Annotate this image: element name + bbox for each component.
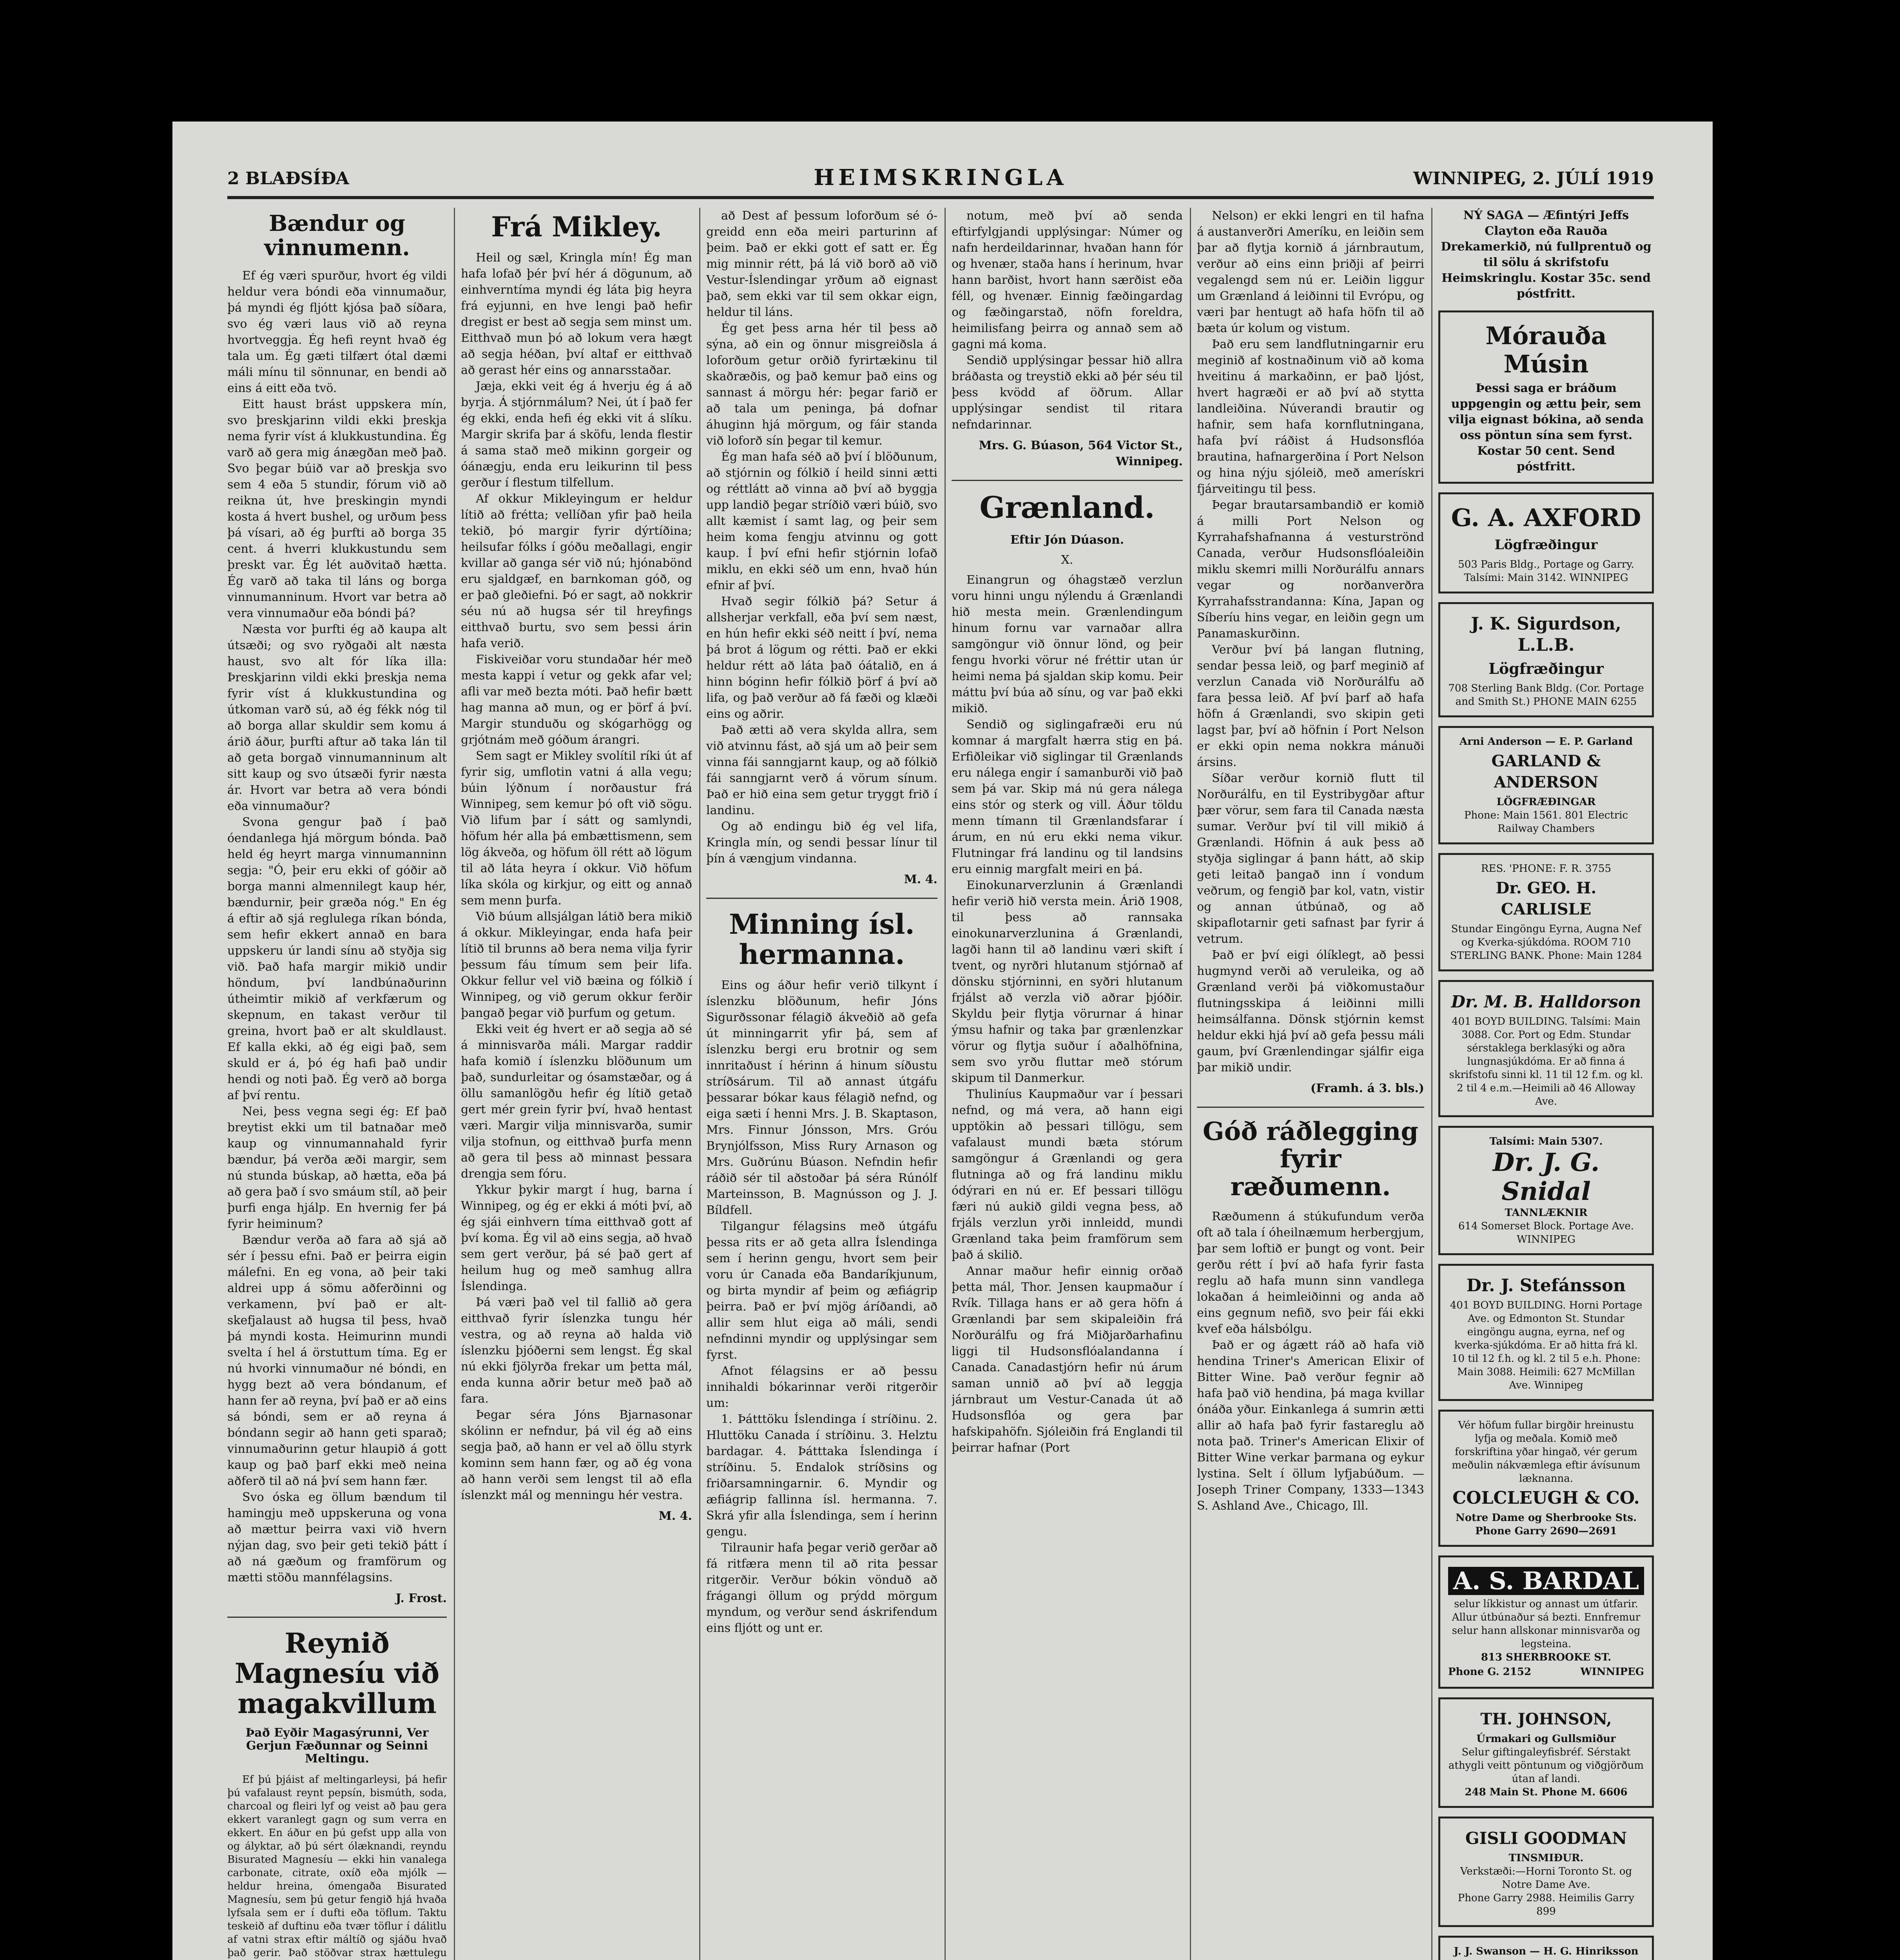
- ad-title: Dr. J. Stefánsson: [1466, 1276, 1626, 1296]
- article-signature: Mrs. G. Búason, 564 Victor St., Winnipeg.: [979, 439, 1183, 468]
- article-paragraph: Bændur verða að fara að sjá að sér í þessu efni. Það er þeirra eigin málefni. En eg vona, að þeir taki aldrei upp á sömu aðferðinni og verkamenn, því það er alt-skefjalaust að hugsa til þess, hvað þá myndi kosta. Heimurinn mundi svelta í hel á örstuttum tíma. Eg er nú hvorki vinnumaður né bóndi, en hygg bezt að vera bóndanum, ef hann fer að reyna, því það er að eins sá bóndi, sem er að reyna á bóndann segir að hann geti sparað; vinnumaðurinn getur hlaupið á gott kaup og það þarf ekki með neina aðferð til að ná því sem hann fær.: [227, 1233, 447, 1488]
- ad-subtitle: Lögfræðingur: [1488, 660, 1604, 677]
- article-paragraph: Eins og áður hefir verið tilkynt í íslenzku blöðunum, hefir Jóns Sigurðssonar félagið ákveðið að gefa út minningarrit yfir þá, sem af íslenzku bergi eru brotnir og sem innritaðust í hérinn á hinum síðustu stríðsárum. Til að annast útgáfu þessarar bókar kaus félagið nefnd, og eiga sæti í henni Mrs. J. B. Skaptason, Mrs. Finnur Jónsson, Mrs. Gróu Brynjólfsson, Miss Rury Arnason og Mrs. Guðrúnu Búason. Nefndin hefir ráðið sér til aðstoðar þá séra Rúnólf Marteinsson, B. Magnússon og J. J. Bíldfell.: [706, 978, 937, 1217]
- ad-body: 401 BOYD BUILDING. Horni Portage Ave. og Edmonton St. Stundar eingöngu augna, eyrna, nef og kverka-sjúkdóma. Er að hitta frá kl. 10 til 12 f.h. og kl. 2 til 5 e.h. Phone: Main 3088. Heimili: 627 McMillan Ave. Winnipeg: [1450, 1299, 1643, 1391]
- ad-axford: [1438, 492, 1654, 593]
- ad-phone: Phone G. 2152: [1448, 1666, 1532, 1678]
- subheadline-magnesia: Það Eyðir Magasýrunni, Ver Gerjun Fæðunnar og Seinni Meltingu.: [245, 1726, 429, 1766]
- separator: [706, 898, 937, 899]
- article-paragraph: Og að endingu bið ég vel lifa, Kringla mín, og sendi þessar línur til þín á vængjum vindanna.: [706, 820, 937, 866]
- masthead: [227, 165, 1654, 192]
- column-2: [461, 208, 692, 1960]
- ad-title: J. K. Sigurdson, L.L.B.: [1471, 614, 1621, 655]
- ad-body: Selur giftingaleyfisbréf. Sérstakt athygli veitt pöntunum og viðgjörðum útan af landi.: [1448, 1746, 1644, 1785]
- ad-title: COLCLEUGH & CO.: [1452, 1488, 1640, 1508]
- column-rule: [699, 208, 700, 1960]
- article-paragraph: Verður því þá langan flutning, sendar þessa leið, og þarf meginið af verzlun Canada við Norðurálfu að fara þessa leið. Af því þarf að hafa höfn á Grænlandi, svo skipin geti lagst þar, því að höfnin í Port Nelson er ekki opin nema nokkra mánuði ársins.: [1197, 643, 1424, 769]
- masthead-rule: [227, 196, 1654, 199]
- ad-title: TH. JOHNSON,: [1480, 1710, 1612, 1728]
- article-paragraph: Ég man hafa séð að því í blöðunum, að stjórnin og fólkið í heild sinni ætti og réttlátt að vinna að því að byggja upp landið þegar stríðið væri búið, svo allt kæmist í samt lag, og þeir sem heim koma fengju atvinnu og gott kaup. Í því efni hefir stjórnin lofað miklu, en ekki séð um enn, hvað hún efnir af því.: [706, 450, 937, 592]
- ad-subtitle: TANNLÆKNIR: [1505, 1207, 1588, 1219]
- ad-title: A. S. BARDAL: [1448, 1567, 1644, 1595]
- ad-halldorson: [1438, 980, 1654, 1117]
- newspaper-page: [172, 122, 1713, 1960]
- article-paragraph: Svo óska eg öllum bændum til hamingju með uppskeruna og vona að mættur þeirra vaxi við hvern nýjan dag, svo þeir geti tekið þátt í að ná gæðum og framförum og mætti stöðu mannfélagsins.: [227, 1490, 447, 1585]
- ad-names: J. J. Swanson — H. G. Hinriksson: [1454, 1945, 1639, 1957]
- ad-body: selur líkkistur og annast um útfarir. Allur útbúnaður sá bezti. Ennfremur selur hann allskonar minnisvarða og legsteina.: [1452, 1598, 1641, 1650]
- article-paragraph: Einangrun og óhagstæð verzlun voru hinni ungu nýlendu á Grænlandi hið mesta mein. Grænlendingum hinum fornu var varnaðar allra samgöngur við önnur lönd, og þeir fengu hvorki vörur né fréttir utan úr heimi nema þá sjaldan skip komu. Þeir máttu því búa að sínu, og var það ekki mikið.: [952, 573, 1183, 715]
- column-rule: [1431, 208, 1432, 1960]
- article-paragraph: Afnot félagsins er að þessu innihaldi bókarinnar verði ritgerðir um:: [706, 1364, 937, 1410]
- article-paragraph: notum, með því að senda eftirfylgjandi upplýsingar: Númer og nafn herdeildarinnar, hvaðan hann fór og hvenær, staða hans í herinum, hvar hann barðist, hvort hann særðist eða féll, og hvenær. Einnig fæðingardag og fæðingarstað, nöfn foreldra, heimilisfang þeirra og annað sem að gagni má koma.: [952, 209, 1183, 351]
- article-paragraph: Thuliníus Kaupmaður var í þessari nefnd, og má vera, að hann eigi upptökin að þessari tillögu, sem vafalaust mundi bæta stórum samgöngur á Grænlandi og gera flutninga að og frá landinu miklu ódýrari en nú er. Ef þessari tillögu færi nú aukið gildi vegna þess, að frjáls verzlun yrði innleidd, mundi Grænland taka þeim framförum sem það á skilið.: [952, 1087, 1183, 1262]
- column-4: [952, 208, 1183, 1960]
- separator: [952, 480, 1183, 481]
- article-paragraph: Heil og sæl, Kringla mín! Ég man hafa lofað þér því hér á dögunum, að einhverntíma myndi ég láta þig heyra frá eyjunni, en hve lengi það hefir dregist er best að segja sem minst um. Eitthvað mun þó að lokum vera hægt að segja héðan, því altaf er eitthvað að gerast hér eins og annarsstaðar.: [461, 251, 692, 377]
- article-paragraph: Við búum allsjálgan látið bera mikið á okkur. Mikleyingar, enda hafa þeir lítið til brunns að bera nema vilja fyrir þessum fáu tímum sem þeir lifa. Okkur fellur vel við bæina og fólkið í Winnipeg, og við gerum okkur ferðir þangað þegar við þurfum og getum.: [461, 910, 692, 1020]
- article-paragraph: Nei, þess vegna segi ég: Ef það breytist ekki um til batnaðar með kaup og vinnumannahald fyrir bændur, þá verða æði margir, sem nú stunda búskap, að hætta, eða þá að gera það í svo smáum stíl, að þeir þurfi enga hjálp. En hvernig fer þá fyrir heiminum?: [227, 1105, 447, 1231]
- article-paragraph: Ekki veit ég hvert er að segja að sé á minnisvarða máli. Margar raddir hafa komið í íslenzku blöðunum um það, sundurleitar og ósamstæðar, og á öllu samanlögðu hefir ég lítið getað gert mér grein fyrir því, hvað hentast væri. Margir vilja minnisvarða, sumir vilja stofnun, og eitthvað þurfa menn að gera til þess að minnast þessara drengja sem fóru.: [461, 1022, 692, 1181]
- article-paragraph: Það eru sem landflutningarnir eru meginið af kostnaðinum við að koma hveitinu á markaðinn, er það ljóst, hvert hagræði er að því að stytta landleiðina. Núverandi brautir og hafnir, sem hafa kornflutningana, hafa því ráðist á Hudsonsflóa brautina, hafnargerðina í Port Nelson og hina nýju sjóleið, með amerískri fjárveitingu til þess.: [1197, 338, 1424, 496]
- headline-magnesia: Reynið Magnesíu við magakvillum: [234, 1627, 440, 1720]
- ad-body: Stundar Eingöngu Eyrna, Augna Nef og Kverka-sjúkdóma. ROOM 710 STERLING BANK. Phone: Main 1284: [1450, 923, 1643, 962]
- ad-names: Arni Anderson — E. P. Garland: [1459, 736, 1633, 748]
- article-paragraph: Sem sagt er Mikley svolítil ríki út af fyrir sig, umflotin vatni á alla vegu; búin lýðnum í norðaustur frá Winnipeg, sem kemur þó oft við sögu. Við lifum þar í sátt og samlyndi, höfum hér alla þá embættismenn, sem lög ákveða, og höfum öll rétt að lögum til að láta heyra í okkur. Við höfum líka skóla og kirkjur, og eitt og annað sem menn þurfa.: [461, 749, 692, 907]
- article-paragraph: Sendið upplýsingar þessar hið allra bráðasta og treystið ekki að þér séu til þess kvödd af öðrum. Allar upplýsingar sendist til ritara nefndarinnar.: [952, 354, 1183, 432]
- article-paragraph: Fiskiveiðar voru stundaðar hér með mesta kappi í vetur og gekk afar vel; afli var með bezta móti. Það hefir bætt hag manna að mun, og er þörf á því. Margir stunduðu og skógarhögg og grjótnám með góðum árangri.: [461, 653, 692, 747]
- column-rule: [454, 208, 455, 1960]
- article-paragraph: Þegar séra Jóns Bjarnasonar skólinn er nefndur, þá vil ég að eins segja það, að hann er vel að öllu styrk kominn sem hann fær, og að ég vona að hann verði sem lengst til að efla íslenzkt mál og menningu hér vestra.: [461, 1408, 692, 1502]
- ad-footer: Notre Dame og Sherbrooke Sts. Phone Garry 2690—2691: [1455, 1512, 1637, 1537]
- article-paragraph: Svona gengur það í það óendanlega hjá mörgum bónda. Það held ég heyrt marga vinnumanninn segja: "Ó, þeir eru ekki of góðir að borga manni almennilegt kaup hér, bændurnir, þeir græða nóg." En ég á eftir að sjá reglulega ríkan bónda, sem hefir ekkert annað en bara uppskeru úr landi sínu að styðja sig við. Það hafa margir mikið undir höndum, því landbúnaðurinn útheimtir mikið af verkfærum og skepnum, en takast verður til greina, hvort það er alt skuldlaust. Ef kalla ekki, að ég eigi það, sem skuld er á, þó ég hafi það undir hendi og noti það. Ég verð að borga af því rentu.: [227, 815, 447, 1103]
- column-5: [1197, 208, 1424, 1960]
- article-paragraph: Það ætti að vera skylda allra, sem við atvinnu fást, að sjá um að þeir sem vinna fái sanngjarnt kaup, og að fólkið fái sanngjarnt verð á vörum sínum. Það er hið eina sem getur tryggt frið í landinu.: [706, 723, 937, 817]
- ad-footer: Phone Garry 2988. Heimilis Garry 899: [1458, 1892, 1635, 1917]
- ad-goodman: [1438, 1817, 1654, 1927]
- article-paragraph: Af okkur Mikleyingum er heldur lítið að frétta; vellíðan yfir það heila tekið, þó margir fyrir dýrtíðina; heilsufar fólks í góðu meðallagi, engir kvillar að ganga sér við nú; hjónabönd eru sjaldgæf, en barnkoman góð, og er það gleðiefni. Þó er sagt, að nokkrir séu nú að hugsa sér til hreyfings eitthvað burtu, svo sem þessi árin hafa verið.: [461, 492, 692, 650]
- ad-snidal: [1438, 1126, 1654, 1255]
- article-paragraph: Ég get þess arna hér til þess að sýna, að ein og önnur misgreiðsla á loforðum getur orðið fyrirtækinu til skaðræðis, og það kemur það eins og sannast á mörgu hér: þegar farið er að tala um peninga, þá dofnar áhuginn hjá mörgum, og fáir standa við loforð sín þegar til kemur.: [706, 321, 937, 448]
- ad-moraud-musin: [1438, 310, 1654, 484]
- ad-footer: 248 Main St. Phone M. 6606: [1465, 1786, 1628, 1798]
- separator: [1197, 1107, 1424, 1108]
- article-signature: M. 4.: [658, 1509, 692, 1523]
- ad-text-magnesia: Ef þú þjáist af meltingarleysi, þá hefir þú vafalaust reynt pepsín, bismúth, soda, charcoal og fleiri lyf og veist að þau gera ekkert varanlegt gagn og sum verra en ekkert. En áður en þú gefst upp alla von og ályktar, að þú sért ólæknandi, reyndu Bisurated Magnesíu — ekki hin vanalega carbonate, citrate, oxíð eða mjólk — heldur hreina, ómengaða Bisurated Magnesíu, sem þú getur fengið hjá hvaða lyfsala sem er í dufti eða töflum. Taktu teskeið af duftinu eða tvær töflur í dálitlu af vatni strax eftir máltíð og sjáðu hvað það gerir. Það stöðvar strax hættulegu: [227, 1774, 447, 1959]
- article-paragraph: Næsta vor þurfti ég að kaupa alt útsæði; og svo ryðgaði alt næsta haust, svo alt fór líka illa: Þreskjarinn vildi ekki þreskja nema fyrir víst á klukkustundina og útkoman varð sú, að ég fékk nóg til að borga allar skuldir sem komu á árið áður, þurfti aftur að taka lán til að geta borgað vinnumanninum alt sitt kaup og svo útsæði fyrir næsta ár. Hvort var betra að vera bóndi eða vinnumaður?: [227, 622, 447, 813]
- column-1: [227, 208, 447, 1960]
- headline-baendur: Bændur og vinnumenn.: [264, 211, 410, 261]
- ad-title: Dr. GEO. H. CARLISLE: [1496, 879, 1597, 918]
- article-paragraph: Síðar verður kornið flutt til Norðurálfu, en til Eystribygðar aftur þær vörur, sem fara til Canada næsta sumar. Verður því til vill mikið á Grænlandi. Höfnin á auk þess að styðja siglingar á þann hátt, að skip geti leitað þangað inn í vondum veðrum, og fengið þar kol, vatn, vistir og annan útbúnað, og að skipaflotarnir geti safnast þar fyrir á vetrum.: [1197, 771, 1424, 946]
- ad-city: WINNIPEG: [1580, 1666, 1644, 1678]
- article-signature: (Framh. á 3. bls.): [1310, 1082, 1424, 1095]
- article-paragraph: Sendið og siglingafræði eru nú komnar á margfalt hærra stig en þá. Erfiðleikar við siglingar til Grænlands eru nálega engir í samanburði við það sem þá var. Skip má nú gera nálega eins stór og sterk og vill. Áður töldu menn tímann til Grænlandsfarar í árum, en nú eru ekki nema vikur. Flutningar frá landinu og til landsins eru einnig margfalt meiri en þá.: [952, 717, 1183, 876]
- ad-footer: [1448, 1664, 1644, 1680]
- article-paragraph: Tilraunir hafa þegar verið gerðar að fá ritfæra menn til að rita þessar ritgerðir. Verður bókin vönduð að frágangi öllum og prýdd mörgum myndum, og verður send áskrifendum eins fljótt og unt er.: [706, 1541, 937, 1635]
- article-paragraph: Tilgangur félagsins með útgáfu þessa rits er að geta allra Íslendinga sem í herinn gengu, hvort sem þeir voru úr Canada eða Bandaríkjunum, og birta myndir af þeim og æfiágrip þeirra. Það er því mjög áríðandi, að allir sem hlut eiga að máli, sendi nefndinni myndir og upplýsingar sem fyrst.: [706, 1220, 937, 1362]
- topic-list: 1. Þátttöku Íslendinga í stríðinu. 2. Hluttöku Canada í stríðinu. 3. Helztu bardagar. 4. Þátttaka Íslendinga í stríðinu. 5. Endalok stríðsins og friðarsamningarnir. 6. Myndir og æfiágrip fallinna ísl. hermanna. 7. Skrá yfir alla Íslendinga, sem í herinn gengu.: [706, 1412, 937, 1539]
- article-paragraph: Það er því eigi ólíklegt, að þessi hugmynd verði að veruleika, og að Grænland verði þá viðkomustaður flutningsskipa á leiðinni milli heimsálfanna. Dönsk stjórnin kemst heldur ekki hjá því að gefa þessu máli gaum, því Grænlendingar sjálfir eiga þar mikið undir.: [1197, 948, 1424, 1074]
- ad-body: 401 BOYD BUILDING. Talsími: Main 3088. Cor. Port og Edm. Stundar sérstaklega berklasýki og aðra lungnasjúkdóma. Er að finna á skrifstofu sinni kl. 11 til 12 f.m. og kl. 2 til 4 e.m.—Heimili að 46 Alloway Ave.: [1449, 1016, 1643, 1107]
- article-paragraph: Einokunarverzlunin á Grænlandi hefir verið hið versta mein. Árið 1908, til þess að rannsaka einokunarverzlunina á Grænlandi, lagði hann til að landinu væri skift í tvent, og nyrðri hlutanum stjórnað af dönsku stjórninni, en syðri hlutanum frjálst að verzla við aðrar þjóðir. Skyldu þeir flytja vörurnar á hinar ýmsu hafnir og taka þar grænlenzkar vörur og flytja suður í aðalhöfnina, sem svo yrðu fluttar með stórum skipum til Danmerkur.: [952, 878, 1183, 1085]
- article-paragraph: Eitt haust brást uppskera mín, svo þreskjarinn vildi ekki þreskja nema fyrir víst á klukkustundina. Ég varð að gera mig ánægðan með það. Svo þegar búið var að þreskja svo sem 4 eða 5 stundir, fórum við að reikna út, hve þreskingin myndi kosta á hvert bushel, og urðum þess þá vísari, að ég þurfti að borga 35 cent. á hverri klukkustundu sem þreskt var. Ég lét auðvitað hætta. Ég varð að taka til láns og borga vinnumanninum. Hvort var betra að vera vinnumaður eða bóndi þá?: [227, 397, 447, 621]
- article-paragraph: Þá væri það vel til fallið að gera eitthvað fyrir íslenzka tungu hér vestra, og að reyna að halda við íslenzku þjóðerni sem lengst. Ég skal nú ekki fjölyrða frekar um þetta mál, enda kunna aðrir betur með það að fara.: [461, 1296, 692, 1406]
- headline-radlegging: Góð ráðlegging fyrir ræðumenn.: [1202, 1117, 1419, 1201]
- ad-phone: RES. 'PHONE: F. R. 3755: [1481, 863, 1612, 875]
- article-paragraph: Hvað segir fólkið þá? Setur á allsherjar verkfall, eða því sem næst, en hún hefir ekki séð neitt í því, nema þá brot á lögum og rétti. Það er ekki heldur rétt að láta það óátalið, en á hinn bóginn hefir fólkið þörf á því að lifa, og það verður að fá fæði og klæði eins og aðrir.: [706, 595, 937, 721]
- ad-stefansson: [1438, 1264, 1654, 1401]
- article-paragraph: Þegar brautarsambandið er komið á milli Port Nelson og Kyrrahafshafnanna á vesturströnd Canada, verður Hudsonsflóaleiðin miklu skemri milli Norðurálfu annars vegar og norðanverðra Kyrrahafsstrandanna: Kína, Japan og Síberíu hins vegar, en leiðin gegn um Panamaskurðinn.: [1197, 498, 1424, 641]
- article-signature: M. 4.: [904, 873, 937, 886]
- ad-title: G. A. AXFORD: [1451, 503, 1641, 532]
- article-paragraph: Nelson) er ekki lengri en til hafna á austanverðri Ameríku, en leiðin sem þar að flytja kornið á járnbrautum, verður að eins einn þriðji af þeirri vegalengd sem nú er. Leiðin liggur um Grænland á leiðinni til Evrópu, og væri þar hentugt að hafa höfn til að bæta úr kolum og vistum.: [1197, 209, 1424, 335]
- ad-body: Þessi saga er bráðum uppgengin og ættu þeir, sem vilja eignast bókina, að senda oss pöntun sína sem fyrst. Kostar 50 cent. Send póstfritt.: [1448, 381, 1644, 474]
- article-paragraph: Það er og ágætt ráð að hafa við hendina Triner's American Elixir of Bitter Wine. Það verður fegnir að hafa það við hendina, þá maga kvillar ónáða yður. Einkanlega á sumrin ætti allir að hafa það fyrir fastareglu að nota það. Triner's American Elixir of Bitter Wine verkar þarmana og eykur lystina. Selt í öllum lyfjabúðum. — Joseph Triner Company, 1333—1343 S. Ashland Ave., Chicago, Ill.: [1197, 1338, 1424, 1513]
- ad-bardal: [1438, 1555, 1654, 1689]
- saga-notice: NÝ SAGA — Æfintýri Jeffs Clayton eða Rauða Drekamerkið, nú fullprentuð og til sölu á skrifstofu Heimskringlu. Kostar 35c. send póstfritt.: [1441, 209, 1652, 301]
- ad-colcleugh: [1438, 1410, 1654, 1547]
- ad-title: GISLI GOODMAN: [1465, 1829, 1627, 1848]
- ad-phone: Talsími: Main 5307.: [1489, 1136, 1603, 1147]
- article-paragraph: Ræðumenn á stúkufundum verða oft að tala í óheilnæmum herbergjum, þar sem loftið er þungt og vont. Þeir gerðu rétt í því að hafa fyrir fasta reglu að hafa munn sinn vandlega lokaðan á heimleiðinni og anda að eins gegnum nefið, svo þeir fái ekki kvef eða hálsbólgu.: [1197, 1210, 1424, 1336]
- ad-subtitle: Lögfræðingur: [1494, 537, 1598, 553]
- ad-subtitle: Úrmakari og Gullsmiður: [1476, 1733, 1616, 1745]
- ad-title: GARLAND & ANDERSON: [1491, 752, 1601, 791]
- headline-mikley: Frá Mikley.: [491, 211, 662, 243]
- ad-body: Vér höfum fullar birgðir hreinustu lyfja og meðala. Komið með forskriftina yðar hingað, vér gerum meðulin nákvæmlega eftir ávísunum læknanna.: [1452, 1419, 1641, 1485]
- column-6-ads: [1438, 208, 1654, 1960]
- article-paragraph: Ef ég væri spurður, hvort ég vildi heldur vera bóndi eða vinnumaður, þá myndi ég fljótt kjósa það síðara, svo ég væri laus við að reyna hvortveggja. Ég hefi reynt hvað ég tala um. Ég gæti tilfært ótal dæmi máli mínu til sönnunar, en bendi að eins á eitt eða tvö.: [227, 269, 447, 396]
- ad-subtitle: LÖGFRÆÐINGAR: [1496, 796, 1596, 808]
- column-rule: [945, 208, 946, 1960]
- ad-sigurdson: [1438, 602, 1654, 717]
- newspaper-title: HEIMSKRINGLA: [814, 165, 1068, 191]
- ad-address: 813 SHERBROOKE ST.: [1481, 1651, 1612, 1663]
- ad-carlisle: [1438, 853, 1654, 971]
- ad-th-johnson: [1438, 1697, 1654, 1808]
- article-paragraph: Annar maður hefir einnig orðað þetta mál, Thor. Jensen kaupmaður í Rvík. Tillaga hans er að gera höfn á Grænlandi þar sem skipaleiðin frá Norðurálfu og frá Miðjarðarhafinu liggi til Hudsonsflóalandanna í Canada. Canadastjórn hefir nú árum saman unnið að því að leggja járnbraut um Vestur-Canada út að Hudsonsflóa og gera þar hafskipahöfn. Sjóleiðin frá Englandi til þeirrar hafnar (Port: [952, 1264, 1183, 1455]
- separator: [227, 1617, 447, 1618]
- ad-body: 708 Sterling Bank Bldg. (Cor. Portage and Smith St.) PHONE MAIN 6255: [1448, 682, 1644, 708]
- article-byline: Eftir Jón Dúason.: [1010, 533, 1124, 547]
- ad-body: Phone: Main 1561. 801 Electric Railway Chambers: [1464, 809, 1628, 835]
- headline-minning: Minning ísl. hermanna.: [729, 908, 915, 971]
- ad-body: Verkstæði:—Horni Toronto St. og Notre Dame Ave.: [1460, 1866, 1632, 1891]
- headline-graenland: Grænland.: [979, 490, 1155, 525]
- page-label: 2 BLAÐSÍÐA: [227, 169, 349, 189]
- ad-body: 614 Somerset Block. Portage Ave. WINNIPEG: [1458, 1220, 1634, 1245]
- ad-subtitle: TINSMIÐUR.: [1508, 1852, 1584, 1864]
- ad-title: Dr. M. B. Halldorson: [1451, 992, 1641, 1011]
- article-paragraph: að Dest af þessum loforðum sé ó-greidd enn eða meiri parturinn af þeim. Það er ekki gott ef satt er. Ég mig minnir rétt, þá lá við borð að við Vestur-Íslendingar yrðum að eignast það, sem ekki var til sem okkar eign, heldur til láns.: [706, 209, 937, 319]
- ad-title: Dr. J. G. Snidal: [1492, 1148, 1600, 1206]
- ad-title: Mórauða Músin: [1485, 321, 1607, 378]
- ad-garland-anderson: [1438, 726, 1654, 844]
- column-rule: [1190, 208, 1191, 1960]
- ad-body: 503 Paris Bldg., Portage og Garry. Talsími: Main 3142. WINNIPEG: [1458, 559, 1634, 584]
- column-3: [706, 208, 937, 1960]
- article-paragraph: Ykkur þykir margt í hug, barna í Winnipeg, og ég er ekki á móti því, að ég sjái einhvern tíma eitthvað gott af því koma. Ég vil að eins segja, að hvað sem gert verður, þá sé það gert af heilum hug og með samhug allra Íslendinga.: [461, 1183, 692, 1293]
- section-number: X.: [1061, 553, 1073, 567]
- ad-swanson: [1438, 1936, 1654, 1960]
- dateline: WINNIPEG, 2. JÚLÍ 1919: [1413, 169, 1654, 189]
- article-paragraph: Jæja, ekki veit ég á hverju ég á að byrja. Á stjórnmálum? Nei, út í það fer ég ekki, enda hefi ég ekki vit á slíku. Margir skrifa þar á sköfu, lenda flestir á sama stað með mikinn gorgeir og óánægju, enda eru leikurinn til þess gerður í flestum tilfellum.: [461, 379, 692, 490]
- article-signature: J. Frost.: [395, 1592, 447, 1606]
